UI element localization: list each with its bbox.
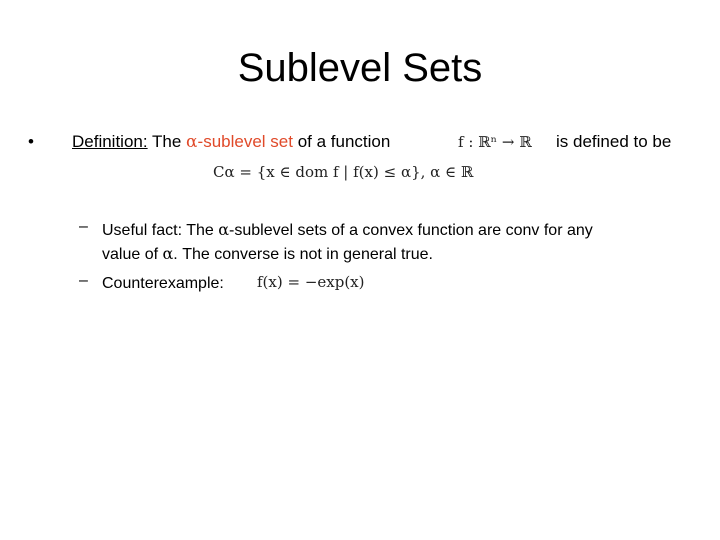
useful-fact-part-d: . The converse is not in general true. — [173, 246, 433, 263]
function-map-math: f : ℝⁿ → ℝ — [458, 133, 532, 151]
definition-bullet — [28, 129, 708, 157]
subbullet-marker: – — [79, 218, 88, 235]
useful-fact-subbullet — [79, 218, 679, 264]
bullet-marker: • — [28, 132, 34, 151]
definition-text-after: of a function — [292, 132, 391, 151]
useful-fact-line-1 — [102, 218, 593, 242]
definition-text — [72, 132, 390, 152]
alpha-symbol: α — [186, 132, 198, 152]
useful-fact-text — [102, 218, 593, 266]
definition-tail: is defined to be — [556, 132, 672, 151]
counterexample-subbullet — [79, 272, 479, 296]
definition-text-before: The — [147, 132, 187, 151]
useful-fact-line-2 — [102, 242, 593, 266]
useful-fact-part-c: value of — [102, 246, 163, 263]
useful-fact-part-a: Useful fact: The — [102, 222, 219, 239]
counterexample-label: Counterexample: — [102, 275, 224, 292]
slide-title: Sublevel Sets — [237, 46, 483, 90]
alpha-symbol: α — [162, 244, 174, 263]
sublevel-set-formula: Cα = {x ∈ dom f | f(x) ≤ α}, α ∈ ℝ — [213, 163, 474, 181]
alpha-symbol: α — [218, 220, 230, 239]
definition-label: Definition: — [72, 132, 148, 151]
counterexample-math: f(x) = −exp(x) — [257, 273, 365, 291]
subbullet-marker: – — [79, 272, 88, 289]
useful-fact-part-b: -sublevel sets of a convex function are conv for any — [229, 222, 593, 239]
sublevel-set-term: -sublevel set — [197, 132, 293, 151]
